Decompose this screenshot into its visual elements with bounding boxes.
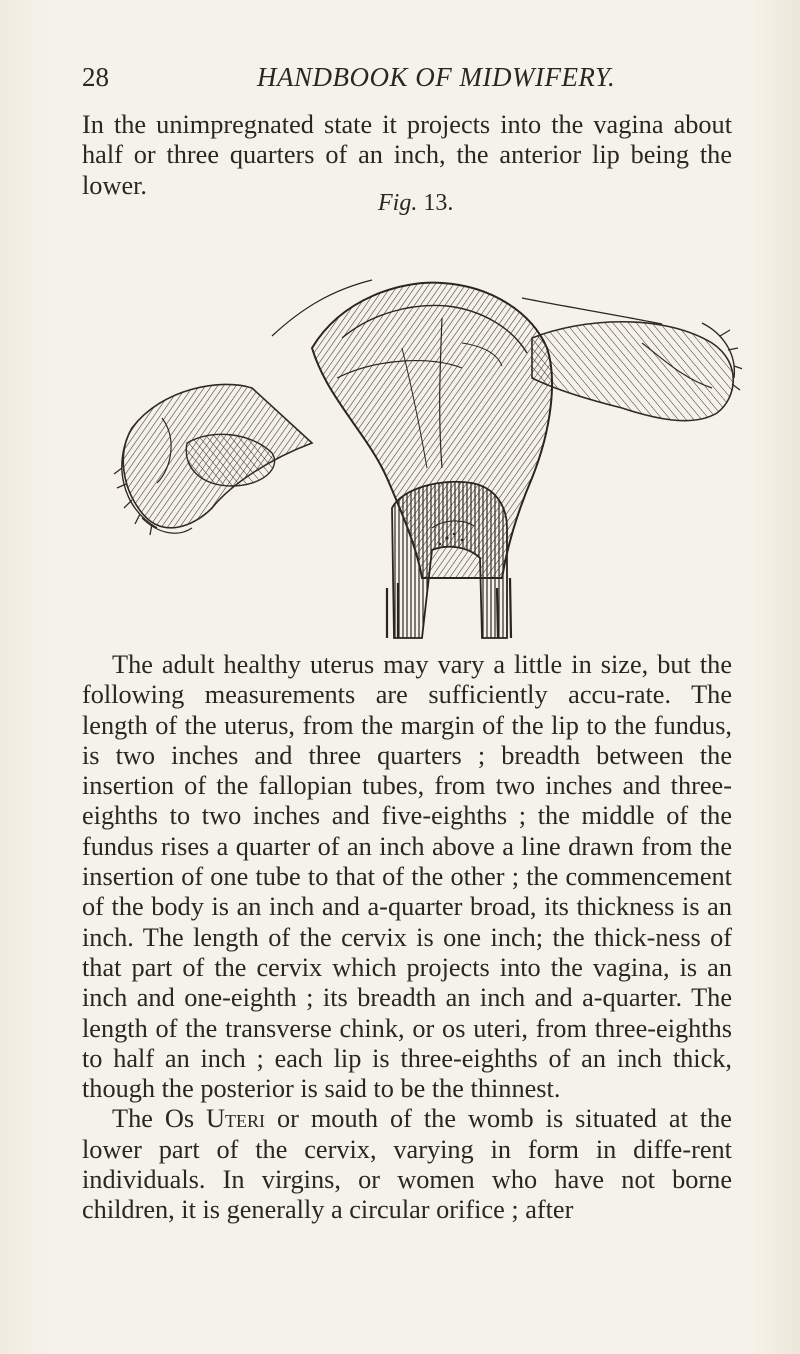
measurements-paragraph: The adult healthy uterus may vary a little in size, but the following measurements are sufficiently accu-rate. The length of the uterus, from the margin of the lip to the fundus, is two inches and three quarters ; breadth between the insertion of the fallopian tubes, from two inches and three-eighths to two inches and five-eighths ; the middle of the fundus rises a quarter of an inch above a line drawn from the insertion of one tube to that of the other ; the commencement of the body is an inch and a-quarter broad, its thickness is an inch. The length of the cervix is one inch; the thick-ness of that part of the cervix which projects into the vagina, is an inch and one-eighth ; its breadth an inch and a-quarter. The length of the transverse chink, or os uteri, from three-eighths to half an inch ; each lip is three-eighths of an inch thick, though the posterior is said to be the thinnest. (82, 650, 732, 1104)
figure-caption-number: 13. (423, 190, 454, 216)
intro-paragraph-block (82, 110, 732, 201)
figure-caption-prefix: Fig. (378, 190, 418, 216)
page-header (82, 62, 722, 102)
os-uteri-paragraph (82, 1104, 732, 1225)
main-text-block (82, 650, 732, 1226)
running-head: HANDBOOK OF MIDWIFERY. (257, 62, 616, 92)
os-uteri-rest: or mouth of the womb is situated at the lower part of the cervix, varying in form in diffe-rent individuals. In virgins, or women who have not borne children, it is generally a circular orifice ; after (82, 1104, 732, 1225)
uterus-engraving-illustration (102, 228, 742, 648)
os-uteri-term: Uteri (206, 1104, 266, 1134)
page-number: 28 (82, 62, 109, 92)
os-uteri-lead: The Os (112, 1104, 207, 1134)
intro-paragraph: In the unimpregnated state it projects into the vagina about half or three quarters of an inch, the anterior lip being the lower. (82, 110, 732, 200)
uterus-engraving (102, 228, 742, 648)
figure-caption (378, 190, 453, 217)
